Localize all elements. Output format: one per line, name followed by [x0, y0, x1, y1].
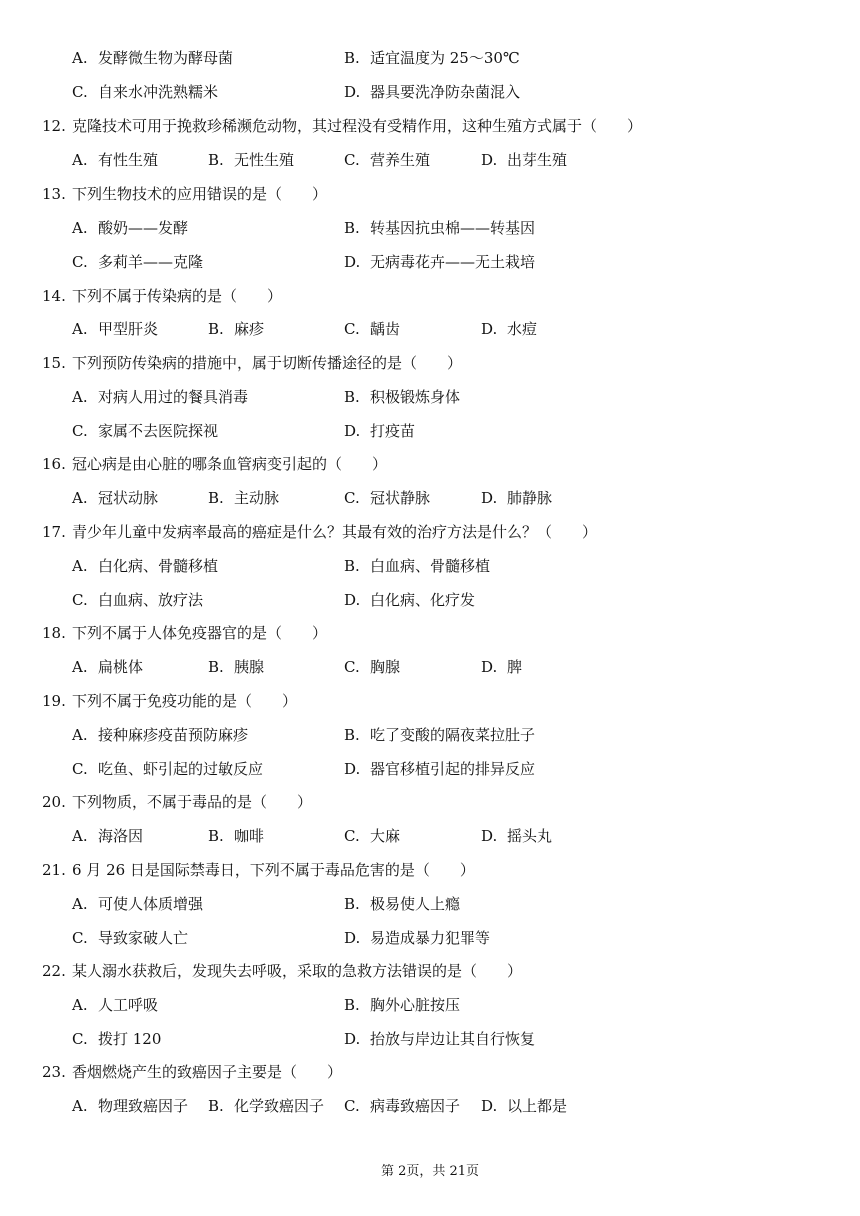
question-text: 克隆技术可用于挽救珍稀濒危动物，其过程没有受精作用，这种生殖方式属于（ ）: [72, 117, 643, 135]
option-d: D. 白化病、化疗发: [344, 591, 476, 609]
option-a: A. 酸奶——发酵: [72, 219, 189, 237]
option-b: B. 胸外心脏按压: [344, 996, 461, 1014]
option-c: C. 龋齿: [344, 320, 401, 338]
option-c: C. 吃鱼、虾引起的过敏反应: [72, 760, 264, 778]
option-b: B. 主动脉: [208, 489, 280, 507]
question-text: 冠心病是由心脏的哪条血管病变引起的（ ）: [72, 455, 388, 473]
question-18: 18. 下列不属于人体免疫器官的是（ ）: [42, 624, 328, 642]
option-d: D. 器具要洗净防杂菌混入: [344, 83, 521, 101]
question-21: 21. 6 月 26 日是国际禁毒日，下列不属于毒品危害的是（ ）: [42, 861, 475, 879]
option-row: [0, 724, 860, 746]
option-b: B. 吃了变酸的隔夜菜拉肚子: [344, 726, 536, 744]
option-row: [0, 487, 860, 509]
question-text: 下列不属于人体免疫器官的是（ ）: [72, 624, 328, 642]
option-c: C. 家属不去医院探视: [72, 422, 219, 440]
question-text: 下列不属于免疫功能的是（ ）: [72, 692, 298, 710]
option-a: A. 发酵微生物为酵母菌: [72, 49, 234, 67]
question-text: 下列生物技术的应用错误的是（ ）: [72, 185, 328, 203]
question-text: 下列物质，不属于毒品的是（ ）: [72, 793, 313, 811]
option-d: D. 肺静脉: [481, 489, 553, 507]
option-b: B. 极易使人上瘾: [344, 895, 461, 913]
option-row: [0, 656, 860, 678]
option-b: B. 麻疹: [208, 320, 265, 338]
option-d: D. 以上都是: [481, 1097, 568, 1115]
option-row: [0, 1028, 860, 1050]
option-b: B. 无性生殖: [208, 151, 295, 169]
option-d: D. 水痘: [481, 320, 538, 338]
option-a: A. 甲型肝炎: [72, 320, 159, 338]
option-row: [0, 386, 860, 408]
option-c: C. 冠状静脉: [344, 489, 431, 507]
option-row: [0, 420, 860, 442]
option-row: [0, 555, 860, 577]
question-text: 6 月 26 日是国际禁毒日，下列不属于毒品危害的是（ ）: [72, 861, 475, 879]
option-c: C. 大麻: [344, 827, 401, 845]
option-row: [0, 893, 860, 915]
option-d: D. 摇头丸: [481, 827, 553, 845]
option-c: C. 导致家破人亡: [72, 929, 189, 947]
option-c: C. 自来水冲洗熟糯米: [72, 83, 219, 101]
option-row: [0, 149, 860, 171]
option-row: [0, 1095, 860, 1117]
option-row: [0, 994, 860, 1016]
option-d: D. 出芽生殖: [481, 151, 568, 169]
option-c: C. 病毒致癌因子: [344, 1097, 461, 1115]
option-b: B. 积极锻炼身体: [344, 388, 461, 406]
option-d: D. 无病毒花卉——无土栽培: [344, 253, 536, 271]
option-a: A. 人工呼吸: [72, 996, 159, 1014]
option-d: D. 打疫苗: [344, 422, 416, 440]
question-20: 20. 下列物质，不属于毒品的是（ ）: [42, 793, 313, 811]
option-d: D. 易造成暴力犯罪等: [344, 929, 491, 947]
option-row: [0, 825, 860, 847]
option-d: D. 器官移植引起的排异反应: [344, 760, 536, 778]
option-a: A. 海洛因: [72, 827, 144, 845]
question-19: 19. 下列不属于免疫功能的是（ ）: [42, 692, 298, 710]
option-a: A. 物理致癌因子: [72, 1097, 189, 1115]
option-b: B. 咖啡: [208, 827, 265, 845]
option-c: C. 白血病、放疗法: [72, 591, 204, 609]
option-a: A. 接种麻疹疫苗预防麻疹: [72, 726, 249, 744]
option-c: C. 胸腺: [344, 658, 401, 676]
option-b: B. 胰腺: [208, 658, 265, 676]
option-row: [0, 589, 860, 611]
option-c: C. 多莉羊——克隆: [72, 253, 204, 271]
question-text: 某人溺水获救后，发现失去呼吸，采取的急救方法错误的是（ ）: [72, 962, 523, 980]
option-row: [0, 47, 860, 69]
option-a: A. 有性生殖: [72, 151, 159, 169]
option-a: A. 扁桃体: [72, 658, 144, 676]
question-22: 22. 某人溺水获救后，发现失去呼吸，采取的急救方法错误的是（ ）: [42, 962, 523, 980]
option-row: [0, 927, 860, 949]
question-text: 青少年儿童中发病率最高的癌症是什么？其最有效的治疗方法是什么？（ ）: [72, 523, 598, 541]
option-a: A. 对病人用过的餐具消毒: [72, 388, 249, 406]
question-12: 12. 克隆技术可用于挽救珍稀濒危动物，其过程没有受精作用，这种生殖方式属于（ ）: [42, 117, 643, 135]
option-row: [0, 251, 860, 273]
option-b: B. 白血病、骨髓移植: [344, 557, 491, 575]
question-14: 14. 下列不属于传染病的是（ ）: [42, 287, 283, 305]
page-footer: 第 2页，共 21页: [380, 1164, 480, 1179]
option-row: [0, 81, 860, 103]
option-a: A. 白化病、骨髓移植: [72, 557, 219, 575]
question-15: 15. 下列预防传染病的措施中，属于切断传播途径的是（ ）: [42, 354, 463, 372]
question-text: 香烟燃烧产生的致癌因子主要是（ ）: [72, 1063, 343, 1081]
question-13: 13. 下列生物技术的应用错误的是（ ）: [42, 185, 328, 203]
question-16: 16. 冠心病是由心脏的哪条血管病变引起的（ ）: [42, 455, 388, 473]
option-d: D. 抬放与岸边让其自行恢复: [344, 1030, 536, 1048]
option-d: D. 脾: [481, 658, 523, 676]
option-a: A. 可使人体质增强: [72, 895, 204, 913]
option-b: B. 适宜温度为 25～30℃: [344, 49, 520, 67]
option-b: B. 转基因抗虫棉——转基因: [344, 219, 536, 237]
option-b: B. 化学致癌因子: [208, 1097, 325, 1115]
question-17: 17. 青少年儿童中发病率最高的癌症是什么？其最有效的治疗方法是什么？（ ）: [42, 523, 598, 541]
question-text: 下列预防传染病的措施中，属于切断传播途径的是（ ）: [72, 354, 463, 372]
option-row: [0, 217, 860, 239]
question-23: 23. 香烟燃烧产生的致癌因子主要是（ ）: [42, 1063, 343, 1081]
option-row: [0, 758, 860, 780]
option-row: [0, 318, 860, 340]
option-c: C. 拨打 120: [72, 1030, 162, 1048]
option-c: C. 营养生殖: [344, 151, 431, 169]
option-a: A. 冠状动脉: [72, 489, 159, 507]
question-text: 下列不属于传染病的是（ ）: [72, 287, 283, 305]
